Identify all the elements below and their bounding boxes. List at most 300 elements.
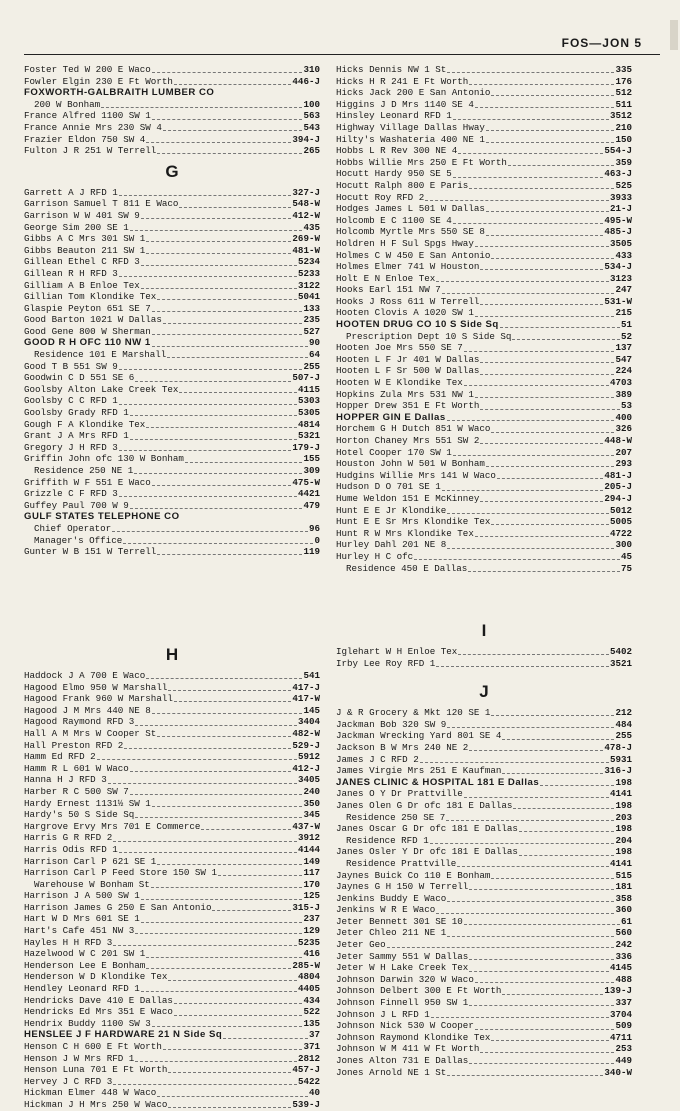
directory-entry <box>336 835 632 847</box>
directory-entry <box>24 925 320 937</box>
dot-leader <box>480 356 614 363</box>
dot-leader <box>141 282 297 289</box>
entry-phone: 212 <box>615 707 632 719</box>
entry-name: Hendrix Buddy 1100 SW 3 <box>24 1017 151 1029</box>
directory-entry <box>24 774 320 786</box>
entry-name: Residence 250 NE 1 <box>34 465 134 476</box>
directory-entry <box>336 551 632 563</box>
entry-phone: 389 <box>615 388 632 400</box>
entry-phone: 327-J <box>292 186 320 198</box>
entry-name: Hardy Ernest 1131½ SW 1 <box>24 797 151 809</box>
entry-phone: 416 <box>303 948 320 960</box>
dot-leader <box>119 189 292 196</box>
listing-group-f <box>24 64 320 157</box>
entry-phone: 198 <box>615 823 632 835</box>
dot-leader <box>414 553 620 560</box>
page-header <box>24 36 660 55</box>
entry-phone: 4814 <box>297 418 320 430</box>
dot-leader <box>480 403 620 410</box>
dot-leader <box>486 124 615 131</box>
dot-leader <box>163 317 303 324</box>
entry-name: Residence 250 SE 7 <box>346 811 446 823</box>
directory-entry <box>336 658 632 670</box>
entry-phone: 435 <box>303 221 320 233</box>
entry-name: Grant J A Mrs RFD 1 <box>24 430 129 442</box>
entry-name: Hunt E E Sr Mrs Klondike Tex <box>336 516 491 528</box>
directory-entry <box>336 400 632 412</box>
entry-name: Gunter W B 151 W Terrell <box>24 546 157 558</box>
entry-name: Hunt E E Jr Klondike <box>336 504 447 516</box>
directory-entry <box>24 384 320 396</box>
entry-phone: 316-J <box>604 765 632 777</box>
dot-leader <box>152 340 308 347</box>
entry-phone: 205-J <box>604 481 632 493</box>
directory-entry <box>24 64 320 76</box>
directory-entry <box>336 539 632 551</box>
dot-leader <box>519 849 615 856</box>
entry-name: Johnson Raymond Klondike Tex <box>336 1031 491 1043</box>
entry-name: Foster Ted W 200 E Waco <box>24 64 151 75</box>
entry-name: Janes Olen G Dr ofc 181 E Dallas <box>336 799 513 811</box>
entry-phone: 4141 <box>609 788 632 800</box>
directory-entry <box>24 372 320 384</box>
directory-entry <box>24 763 320 775</box>
entry-phone: 5912 <box>297 751 320 763</box>
entry-name: Goodwin C D 551 SE 6 <box>24 372 135 384</box>
entry-phone: 336 <box>615 950 632 962</box>
entry-phone: 3933 <box>609 191 632 203</box>
entry-name: Houston John W 501 W Bonham <box>336 458 485 470</box>
directory-entry <box>24 821 320 833</box>
entry-name: Holmes Elmer 741 W Houston <box>336 261 480 273</box>
entry-phone: 488 <box>615 973 632 985</box>
entry-phone: 335 <box>615 64 632 75</box>
entry-name: Johnson Finnell 950 SW 1 <box>336 997 469 1009</box>
column-top-right <box>336 64 632 574</box>
entry-phone: 522 <box>303 1006 320 1018</box>
entry-phone: 337 <box>615 997 632 1009</box>
entry-phone: 5321 <box>297 430 320 442</box>
directory-entry <box>24 546 320 558</box>
directory-entry <box>336 145 632 157</box>
entry-name: Hooten Clovis A 1020 SW 1 <box>336 307 474 319</box>
dot-leader <box>464 379 609 386</box>
entry-name: Manager's Office <box>34 534 123 546</box>
section-letter-h: H <box>165 645 179 664</box>
entry-phone: 255 <box>615 730 632 742</box>
entry-phone: 350 <box>303 797 320 809</box>
entry-phone: 433 <box>615 249 632 261</box>
directory-entry <box>24 511 320 523</box>
directory-entry <box>24 1087 320 1099</box>
dot-leader <box>502 733 614 740</box>
entry-phone: 495-W <box>604 214 632 226</box>
entry-name: Grizzle C F RFD 3 <box>24 488 118 500</box>
entry-name: Warehouse W Bonham St <box>34 878 150 890</box>
directory-entry <box>336 87 632 99</box>
dot-leader <box>157 730 291 737</box>
dot-leader <box>486 136 615 143</box>
directory-entry <box>336 122 632 134</box>
directory-entry <box>24 198 320 210</box>
entry-name: Hicks Dennis NW 1 St <box>336 64 447 75</box>
entry-phone: 463-J <box>604 168 632 180</box>
dot-leader <box>130 433 297 440</box>
directory-entry <box>336 481 632 493</box>
directory-entry <box>24 430 320 442</box>
entry-name: Residence 101 E Marshall <box>34 349 167 361</box>
entry-phone: 437-W <box>292 820 320 832</box>
entry-phone: 117 <box>303 867 320 879</box>
entry-phone: 100 <box>303 98 320 110</box>
entry-name: Gillean Ethel C RFD 3 <box>24 256 140 268</box>
directory-entry <box>24 740 320 752</box>
entry-name: Hendricks Ed Mrs 351 E Waco <box>24 1006 173 1018</box>
entry-name: Jeter Bennett 301 SE 10 <box>336 915 463 927</box>
dot-leader <box>113 835 297 842</box>
entry-phone: 21-J <box>609 203 632 215</box>
entry-name: Hagood Elmo 950 W Marshall <box>24 681 168 693</box>
dot-leader <box>223 1032 308 1039</box>
entry-name: Jenkins W R E Waco <box>336 904 436 916</box>
entry-name: Hart's Cafe 451 NW 3 <box>24 925 135 937</box>
entry-name: Garrett A J RFD 1 <box>24 186 118 198</box>
entry-name: Johnson Nick 530 W Cooper <box>336 1020 474 1032</box>
dot-leader <box>113 939 297 946</box>
directory-entry <box>24 960 320 972</box>
dot-leader <box>130 788 303 795</box>
entry-phone: 360 <box>615 904 632 916</box>
dot-leader <box>436 275 609 282</box>
entry-name: Good T B 551 SW 9 <box>24 360 118 372</box>
dot-leader <box>218 869 302 876</box>
dot-leader <box>152 113 303 120</box>
directory-entry <box>336 331 632 343</box>
entry-name: GOOD R H OFC 110 NW 1 <box>24 337 151 349</box>
entry-name: Hardy's 50 S Side Sq <box>24 809 135 821</box>
entry-phone: 417-W <box>292 693 320 705</box>
dot-leader <box>500 321 620 328</box>
directory-entry <box>24 210 320 222</box>
entry-phone: 554-J <box>604 145 632 157</box>
directory-entry <box>336 516 632 528</box>
dot-leader <box>420 756 609 763</box>
directory-entry <box>336 215 632 227</box>
directory-entry <box>336 505 632 517</box>
entry-name: Griffin John ofc 130 W Bonham <box>24 453 184 465</box>
entry-phone: 4421 <box>297 488 320 500</box>
dot-leader <box>480 368 614 375</box>
directory-entry <box>24 1064 320 1076</box>
entry-name: Hurley Dahl 201 NE 8 <box>336 539 447 551</box>
directory-entry <box>24 995 320 1007</box>
entry-phone: 240 <box>303 785 320 797</box>
entry-name: 200 W Bonham <box>34 98 101 110</box>
directory-entry <box>336 1032 632 1044</box>
directory-entry <box>336 238 632 250</box>
entry-phone: 61 <box>620 915 632 927</box>
directory-entry <box>336 273 632 285</box>
entry-phone: 4711 <box>609 1031 632 1043</box>
directory-entry <box>336 528 632 540</box>
entry-phone: 527 <box>303 325 320 337</box>
directory-entry <box>24 465 320 477</box>
entry-phone: 198 <box>615 846 632 858</box>
dot-leader <box>174 1009 303 1016</box>
dot-leader <box>475 530 609 537</box>
dot-leader <box>458 147 603 154</box>
entry-name: Highway Village Dallas Hway <box>336 121 485 133</box>
entry-name: Harris G R RFD 2 <box>24 832 113 844</box>
entry-name: Henderson W D Klondike Tex <box>24 971 168 983</box>
entry-name: Jaynes G H 150 W Terrell <box>336 881 469 893</box>
entry-name: Hooten L F Sr 500 W Dallas <box>336 365 480 377</box>
dot-leader <box>447 930 614 937</box>
dot-leader <box>141 916 303 923</box>
entry-name: Hamm R L 601 W Waco <box>24 762 129 774</box>
dot-leader <box>152 707 303 714</box>
entry-name: Good Gene 800 W Sherman <box>24 325 151 337</box>
dot-leader <box>475 310 615 317</box>
directory-entry <box>24 453 320 465</box>
entry-phone: 3521 <box>609 657 632 669</box>
directory-entry <box>336 646 632 658</box>
entry-name: Hanna H J RFD 3 <box>24 774 107 786</box>
directory-entry <box>24 983 320 995</box>
entry-phone: 293 <box>615 458 632 470</box>
entry-name: Harrison Carl P Feed Store 150 SW 1 <box>24 867 217 879</box>
listing-group-i <box>336 646 632 669</box>
entry-phone: 181 <box>615 881 632 893</box>
entry-name: Hooks J Ross 611 W Terrell <box>336 295 480 307</box>
directory-entry <box>336 846 632 858</box>
entry-name: Hodges James L 501 W Dallas <box>336 203 485 215</box>
entry-phone: 155 <box>303 453 320 465</box>
dot-leader <box>119 363 303 370</box>
entry-name: HOOTEN DRUG CO 10 S Side Sq <box>336 319 499 331</box>
entry-name: Chief Operator <box>34 522 112 534</box>
entry-phone: 207 <box>615 446 632 458</box>
entry-phone: 5234 <box>297 256 320 268</box>
dot-leader <box>469 744 603 751</box>
directory-entry <box>24 442 320 454</box>
entry-phone: 3512 <box>609 110 632 122</box>
dot-leader <box>124 742 291 749</box>
dot-leader <box>135 375 291 382</box>
entry-name: Goolsby Grady RFD 1 <box>24 407 129 419</box>
dot-leader <box>464 345 615 352</box>
entry-phone: 137 <box>615 342 632 354</box>
directory-entry <box>336 203 632 215</box>
entry-phone: 198 <box>615 776 632 788</box>
entry-phone: 5303 <box>297 395 320 407</box>
dot-leader <box>464 791 609 798</box>
entry-phone: 51 <box>620 319 632 331</box>
entry-name: Prescription Dept 10 S Side Sq <box>346 330 512 342</box>
entry-name: Gough F A Klondike Tex <box>24 418 146 430</box>
dot-leader <box>152 479 292 486</box>
dot-leader <box>447 542 614 549</box>
dot-leader <box>201 823 291 830</box>
dot-leader <box>480 1046 614 1053</box>
entry-phone: 0 <box>314 534 320 546</box>
entry-name: JANES CLINIC & HOSPITAL 181 E Dallas <box>336 776 540 788</box>
entry-name: Hurley H C ofc <box>336 550 414 562</box>
dot-leader <box>469 883 614 890</box>
directory-entry <box>24 670 320 682</box>
dot-leader <box>430 837 615 844</box>
dot-leader <box>163 124 303 131</box>
entry-name: GULF STATES TELEPHONE CO <box>24 511 180 523</box>
directory-entry <box>336 284 632 296</box>
entry-name: James Virgie Mrs 251 E Kaufman <box>336 765 502 777</box>
dot-leader <box>436 660 609 667</box>
entry-name: Guffey Paul 700 W 9 <box>24 499 129 511</box>
entry-name: Hopper Drew 351 E Ft Worth <box>336 400 480 412</box>
entry-phone: 90 <box>308 337 320 349</box>
dot-leader <box>152 305 303 312</box>
entry-name: Hooks Earl 151 NW 7 <box>336 284 441 296</box>
dot-leader <box>469 965 609 972</box>
dot-leader <box>447 895 614 902</box>
directory-entry <box>24 268 320 280</box>
directory-entry <box>336 342 632 354</box>
entry-phone: 269-W <box>292 233 320 245</box>
entry-name: Gregory J H RFD 3 <box>24 441 118 453</box>
dot-leader <box>486 460 615 467</box>
entry-phone: 179-J <box>292 441 320 453</box>
directory-entry <box>24 233 320 245</box>
entry-name: France Alfred 1100 SW 1 <box>24 110 151 122</box>
entry-name: Holmes C W 450 E San Antonio <box>336 249 491 261</box>
directory-entry <box>336 76 632 88</box>
entry-name: Jeter Geo <box>336 939 386 951</box>
entry-phone: 507-J <box>292 372 320 384</box>
directory-entry <box>336 389 632 401</box>
directory-entry <box>336 893 632 905</box>
directory-entry <box>336 447 632 459</box>
dot-leader <box>447 414 615 421</box>
entry-phone: 3404 <box>297 716 320 728</box>
dot-leader <box>113 1078 297 1085</box>
entry-name: Garrison W W 401 SW 9 <box>24 209 140 221</box>
entry-phone: 300 <box>615 539 632 551</box>
entry-phone: 548-W <box>292 198 320 210</box>
dot-leader <box>119 444 292 451</box>
dot-leader <box>174 695 292 702</box>
dot-leader <box>469 78 614 85</box>
directory-entry <box>336 435 632 447</box>
directory-entry <box>24 1076 320 1088</box>
entry-phone: 3704 <box>609 1008 632 1020</box>
entry-phone: 96 <box>308 522 320 534</box>
directory-entry <box>336 939 632 951</box>
dot-leader <box>112 525 308 532</box>
entry-name: Irby Lee Roy RFD 1 <box>336 657 436 669</box>
directory-entry <box>336 916 632 928</box>
entry-name: Frazier Eldon 750 SW 4 <box>24 133 146 145</box>
dot-leader <box>134 467 302 474</box>
entry-name: Hagood Frank 960 W Marshall <box>24 693 173 705</box>
entry-phone: 5305 <box>297 407 320 419</box>
directory-entry <box>24 87 320 99</box>
directory-entry <box>24 1053 320 1065</box>
section-letter-i: I <box>481 621 487 640</box>
entry-phone: 133 <box>303 302 320 314</box>
entry-phone: 2812 <box>297 1052 320 1064</box>
directory-entry <box>24 716 320 728</box>
entry-phone: 125 <box>303 890 320 902</box>
entry-phone: 203 <box>615 811 632 823</box>
dot-leader <box>491 89 614 96</box>
dot-leader <box>491 426 614 433</box>
directory-entry <box>336 168 632 180</box>
entry-name: Goolsby Alton Lake Creek Tex <box>24 383 179 395</box>
dot-leader <box>475 1023 615 1030</box>
entry-phone: 224 <box>615 365 632 377</box>
dot-leader <box>130 502 303 509</box>
entry-phone: 446-J <box>292 75 320 87</box>
entry-phone: 139-J <box>604 985 632 997</box>
dot-leader <box>119 398 297 405</box>
entry-phone: 4144 <box>297 843 320 855</box>
directory-entry <box>24 337 320 349</box>
directory-entry <box>24 291 320 303</box>
directory-entry <box>336 962 632 974</box>
directory-entry <box>24 488 320 500</box>
dot-leader <box>480 495 603 502</box>
entry-phone: 145 <box>303 704 320 716</box>
running-head: FOS—JON 5 <box>561 36 642 50</box>
entry-name: Holcomb E C 1100 SE 4 <box>336 214 452 226</box>
directory-entry <box>24 245 320 257</box>
entry-name: Henderson Lee E Bonham <box>24 959 146 971</box>
entry-name: Hargrove Ervy Mrs 701 E Commerce <box>24 820 201 832</box>
entry-phone: 3912 <box>297 832 320 844</box>
entry-name: Hudgins Willie Mrs 141 W Waco <box>336 469 496 481</box>
entry-name: Residence 450 E Dallas <box>346 562 468 574</box>
directory-entry <box>24 76 320 88</box>
dot-leader <box>387 941 615 948</box>
entry-name: Iglehart W H Enloe Tex <box>336 646 458 657</box>
directory-entry <box>24 303 320 315</box>
entry-phone: 412-W <box>292 209 320 221</box>
entry-name: Holt E N Enloe Tex <box>336 272 436 284</box>
entry-name: Garrison Samuel T 811 E Waco <box>24 198 179 210</box>
entry-phone: 37 <box>308 1029 320 1041</box>
dot-leader <box>513 802 614 809</box>
dot-leader <box>152 1020 303 1027</box>
directory-entry <box>336 110 632 122</box>
directory-entry <box>336 354 632 366</box>
directory-entry <box>336 951 632 963</box>
entry-name: Hooten Joe Mrs 550 SE 7 <box>336 342 463 354</box>
entry-name: George Sim 200 SE 1 <box>24 221 129 233</box>
directory-entry <box>336 493 632 505</box>
entry-name: Haddock J A 700 E Waco <box>24 670 146 681</box>
dot-leader <box>146 951 302 958</box>
entry-name: Goolsby C C RFD 1 <box>24 395 118 407</box>
entry-phone: 5041 <box>297 291 320 303</box>
dot-leader <box>179 386 297 393</box>
entry-name: Jackman Bob 320 SW 9 <box>336 718 447 730</box>
entry-name: Holdren H F Sul Spgs Hway <box>336 237 474 249</box>
dot-leader <box>491 252 614 259</box>
entry-phone: 129 <box>303 925 320 937</box>
dot-leader <box>469 999 614 1006</box>
entry-name: Gillian Tom Klondike Tex <box>24 291 157 303</box>
dot-leader <box>157 548 302 555</box>
